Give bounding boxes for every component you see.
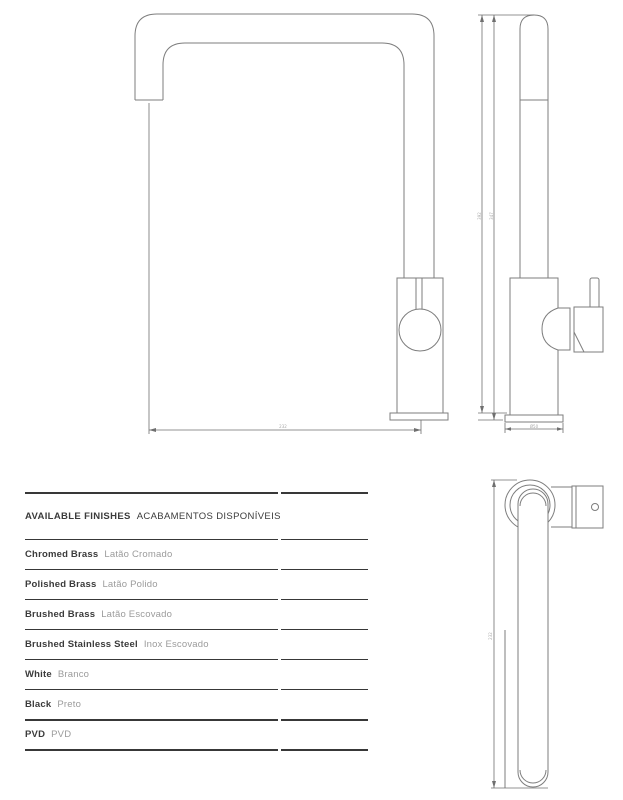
finish-name-en: Chromed Brass [25, 548, 99, 560]
header-title-pt: ACABAMENTOS DISPONÍVEIS [136, 510, 281, 522]
dimension-label: Ø50 [529, 424, 539, 429]
arrowhead [480, 406, 484, 413]
finish-name-pt: PVD [51, 729, 72, 741]
finish-name-en: White [25, 669, 52, 681]
tube-profile [520, 15, 548, 278]
header-title-en: AVAILABLE FINISHES [25, 510, 131, 522]
finishes-table [25, 492, 368, 751]
table-rule [25, 719, 368, 721]
collar-ring [570, 307, 574, 352]
arrowhead [414, 428, 421, 432]
handle-connector [551, 487, 572, 527]
finishes-table-header [25, 494, 368, 539]
finish-name-en: PVD [25, 729, 46, 741]
table-rule [25, 569, 368, 571]
table-rule [25, 599, 368, 601]
arrowhead [557, 427, 563, 430]
base-plate [390, 413, 448, 420]
finish-row-black [25, 690, 368, 719]
finish-name-pt: Preto [57, 699, 82, 711]
dimension-label: 232 [279, 424, 287, 429]
handle-knob [590, 278, 599, 310]
finish-name-pt: Inox Escovado [143, 639, 209, 651]
table-rule [25, 629, 368, 631]
finish-name-pt: Branco [57, 669, 90, 681]
finish-row-chromed-brass [25, 540, 368, 569]
faucet-front-view [135, 14, 448, 420]
arrowhead [492, 480, 496, 487]
spout-inner-edge [163, 43, 404, 278]
arrowhead [480, 15, 484, 22]
handle-joint-circle [399, 309, 441, 351]
dimension-label: 392 [477, 212, 482, 220]
spout-outer-edge [135, 14, 434, 278]
table-rule [25, 689, 368, 691]
dimension-label: 232 [488, 632, 493, 640]
arrowhead [505, 427, 511, 430]
faucet-side-view [505, 15, 603, 422]
handle-lever [574, 307, 603, 352]
front-view-dimension [149, 103, 421, 434]
finish-row-pvd [25, 721, 368, 750]
finish-name-pt: Latão Escovado [101, 608, 173, 620]
finish-row-brushed-stainless-steel [25, 630, 368, 659]
finish-name-en: Polished Brass [25, 578, 97, 590]
base-plate [505, 415, 563, 422]
arrowhead [492, 781, 496, 788]
spout-top-outline [518, 489, 548, 787]
finish-name-en: Brushed Stainless Steel [25, 639, 138, 651]
faucet-top-view [505, 480, 603, 788]
arrowhead [492, 15, 496, 22]
table-rule [25, 539, 368, 541]
finish-name-pt: Latão Polido [102, 578, 158, 590]
table-rule [25, 492, 368, 494]
table-rule [25, 659, 368, 661]
arrowhead [492, 413, 496, 420]
finish-row-polished-brass [25, 570, 368, 599]
finish-name-pt: Latão Cromado [104, 548, 173, 560]
dimension-label: 347 [489, 212, 494, 220]
arrowhead [149, 428, 156, 432]
finish-name-en: Black [25, 699, 52, 711]
finish-name-en: Brushed Brass [25, 608, 96, 620]
table-rule [25, 749, 368, 751]
finish-row-brushed-brass [25, 600, 368, 629]
finish-row-white [25, 660, 368, 689]
